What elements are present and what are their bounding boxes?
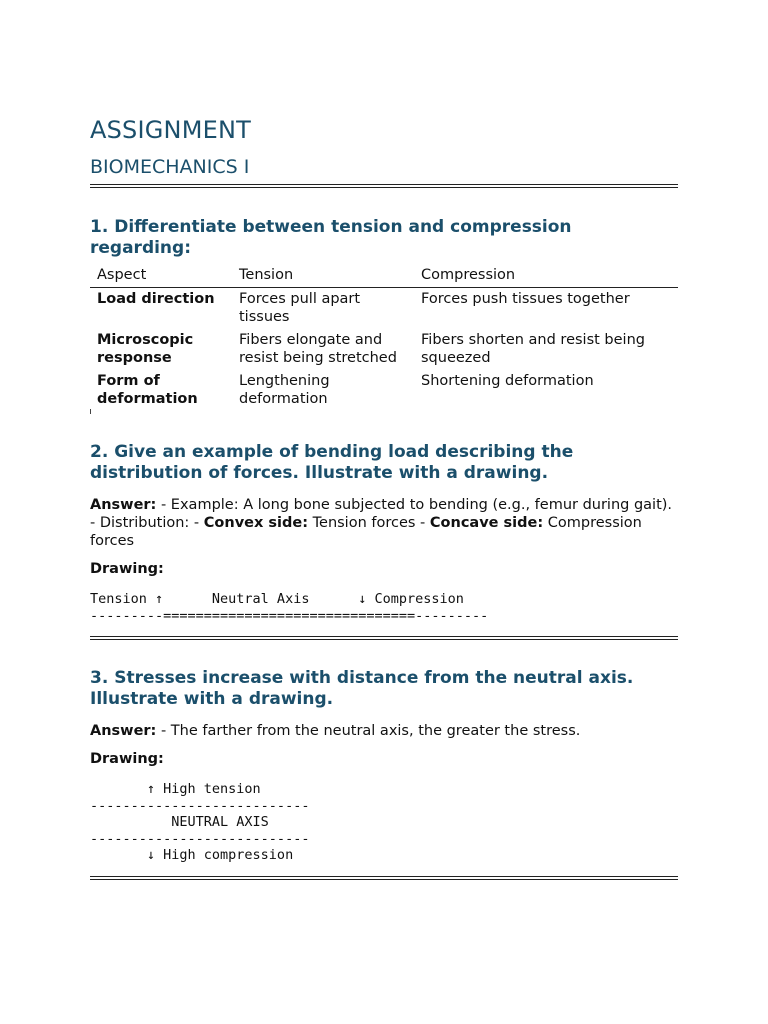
- drawing-line: ↓ High compression: [90, 847, 294, 864]
- section-3-drawing-label: Drawing:: [90, 751, 164, 767]
- table-header-tension: Tension: [232, 264, 414, 288]
- drawing-line: ↑ High tension: [90, 781, 261, 797]
- document-title: ASSIGNMENT: [90, 116, 251, 144]
- table-cell-aspect: Microscopic response: [97, 332, 194, 366]
- table-header-compression: Compression: [414, 264, 678, 288]
- section-2-heading: 2. Give an example of bending load describing the distribution of forces. Illustrate with a drawing.: [90, 442, 574, 483]
- header-divider: [90, 184, 678, 188]
- table-cell-aspect: Form of deformation: [97, 373, 198, 407]
- table-cell-tension: Forces pull apart tissues: [239, 291, 361, 325]
- convex-side-text: Tension forces -: [308, 515, 430, 531]
- answer-label: Answer:: [90, 497, 157, 513]
- table-header-row: [90, 264, 678, 288]
- table-cell-compression: Shortening deformation: [421, 373, 594, 389]
- section-2-answer: [90, 496, 678, 550]
- section-3-answer: [90, 722, 678, 740]
- concave-side-label: Concave side:: [429, 515, 544, 531]
- table-end-mark: [90, 409, 91, 414]
- table-cell-tension: Fibers elongate and resist being stretched: [239, 332, 397, 366]
- drawing-line: ---------------------------: [90, 830, 310, 847]
- drawing-line: ---------===============================---------: [90, 607, 489, 624]
- table-row: [90, 329, 678, 370]
- answer-text: - The farther from the neutral axis, the greater the stress.: [156, 723, 581, 739]
- bending-drawing: [90, 591, 488, 624]
- table-cell-compression: Fibers shorten and resist being squeezed: [421, 332, 645, 366]
- table-row: [90, 370, 678, 411]
- document-subtitle: BIOMECHANICS I: [90, 156, 250, 178]
- table-cell-aspect: Load direction: [97, 291, 215, 307]
- answer-text: - Example: A long bone subjected to bending (e.g., femur during gait). - Distribution: -: [90, 497, 673, 531]
- section-3-heading: 3. Stresses increase with distance from the neutral axis. Illustrate with a drawing.: [90, 668, 634, 709]
- section-1-heading: 1. Differentiate between tension and compression regarding:: [90, 217, 572, 258]
- drawing-line: ---------------------------: [90, 797, 310, 814]
- section-2-drawing-label: Drawing:: [90, 561, 164, 577]
- drawing-line: Tension ↑ Neutral Axis ↓ Compression: [90, 591, 464, 607]
- answer-label: Answer:: [90, 723, 157, 739]
- table-row: [90, 288, 678, 330]
- table-cell-tension: Lengthening deformation: [239, 373, 330, 407]
- table-header-aspect: Aspect: [90, 264, 232, 288]
- comparison-table: [90, 264, 678, 411]
- section-2-divider: [90, 636, 678, 640]
- section-3-divider: [90, 876, 678, 880]
- convex-side-label: Convex side:: [203, 515, 309, 531]
- drawing-line: NEUTRAL AXIS: [90, 814, 269, 831]
- concave-side-text: Compression forces: [90, 515, 642, 549]
- stress-drawing: [90, 781, 309, 864]
- table-cell-compression: Forces push tissues together: [421, 291, 630, 307]
